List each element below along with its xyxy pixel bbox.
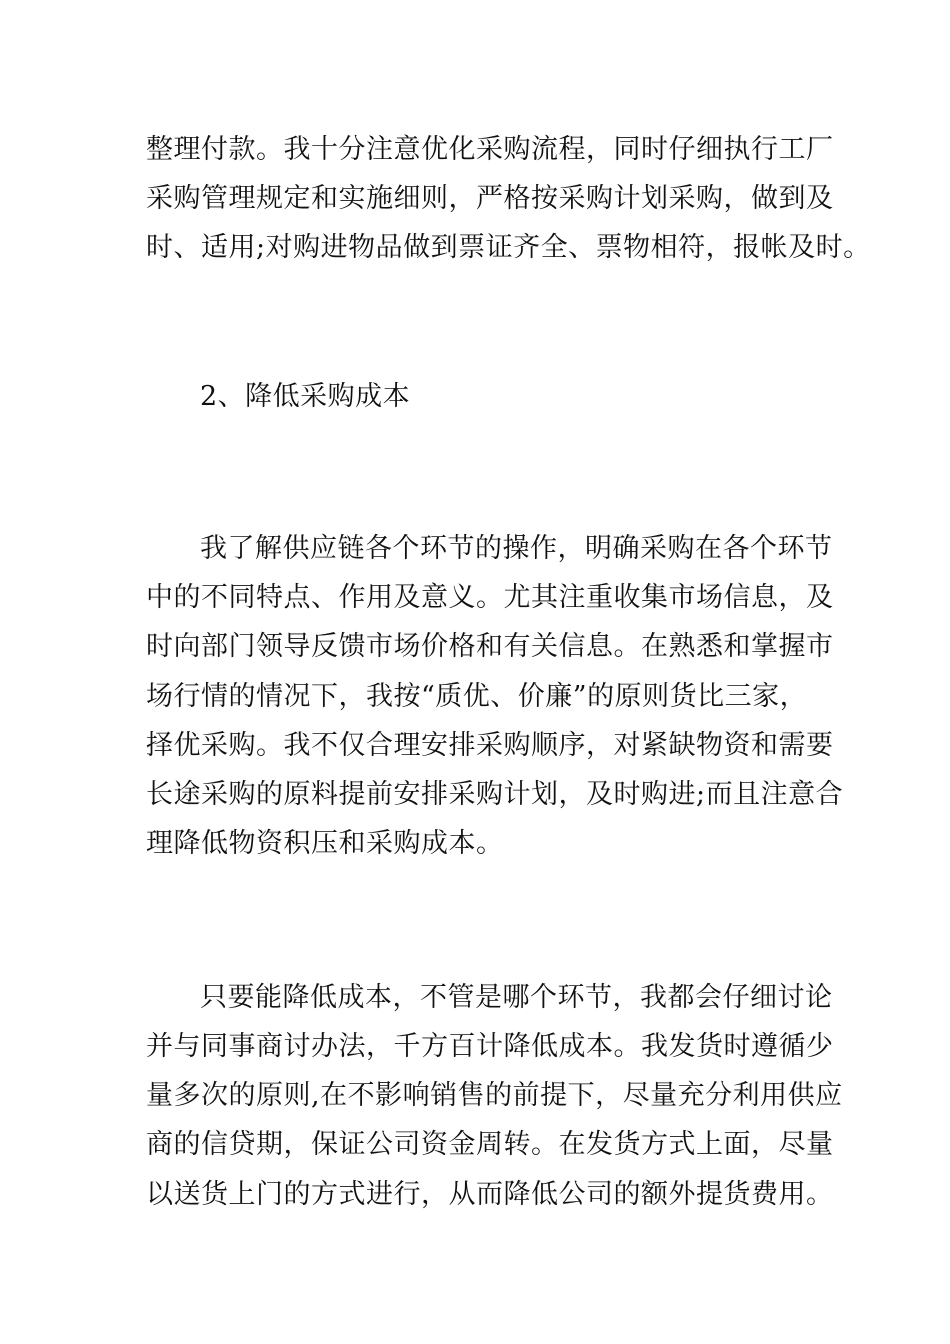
paragraph-line: 以送货上门的方式进行，从而降低公司的额外提货费用。 <box>146 1179 834 1210</box>
paragraph-line: 整理付款。我十分注意优化采购流程，同时仔细执行工厂 <box>146 134 834 165</box>
paragraph-line: 时、适用;对购进物品做到票证齐全、票物相符，报帐及时。 <box>146 232 871 263</box>
paragraph-line: 时向部门领导反馈市场价格和有关信息。在熟悉和掌握市 <box>146 631 834 662</box>
paragraph-line: 理降低物资积压和采购成本。 <box>146 828 504 859</box>
paragraph-line: 我了解供应链各个环节的操作，明确采购在各个环节 <box>200 533 833 564</box>
paragraph-line: 长途采购的原料提前安排采购计划，及时购进;而且注意合 <box>146 779 844 810</box>
section-heading: 2、降低采购成本 <box>200 381 411 412</box>
paragraph-line: 中的不同特点、作用及意义。尤其注重收集市场信息，及 <box>146 582 834 613</box>
paragraph-line: 采购管理规定和实施细则，严格按采购计划采购，做到及 <box>146 183 834 214</box>
paragraph-line: 并与同事商讨办法，千方百计降低成本。我发货时遵循少 <box>146 1031 834 1062</box>
paragraph-line: 择优采购。我不仅合理安排采购顺序，对紧缺物资和需要 <box>146 730 834 761</box>
paragraph-line: 场行情的情况下，我按“质优、价廉”的原则货比三家， <box>146 681 808 712</box>
paragraph-line: 商的信贷期，保证公司资金周转。在发货方式上面，尽量 <box>146 1129 834 1160</box>
paragraph-line: 只要能降低成本，不管是哪个环节，我都会仔细讨论 <box>200 982 833 1013</box>
paragraph-line: 量多次的原则,在不影响销售的前提下，尽量充分利用供应 <box>146 1080 843 1111</box>
